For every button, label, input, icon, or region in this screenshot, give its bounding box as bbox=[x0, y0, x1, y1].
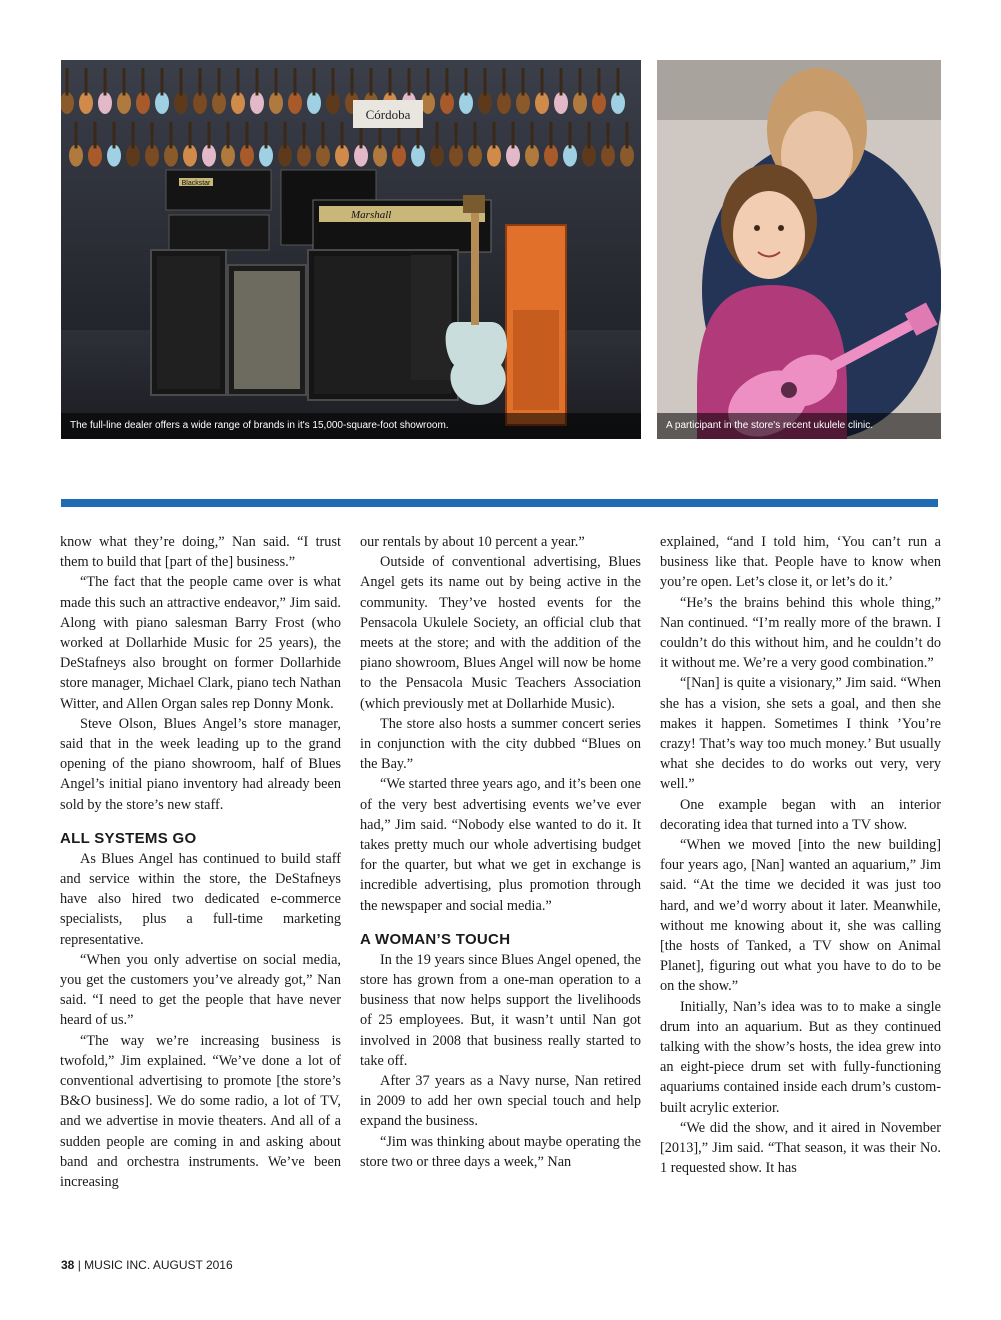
article-paragraph: “We did the show, and it aired in November [2013],” Jim said. “That season, it was their No. 1 requested show. It has bbox=[660, 1119, 941, 1177]
article-paragraph: Initially, Nan’s idea was to to make a single drum into an aquarium. But as they continued talking with the show’s hosts, the idea grew into an eight-piece drum set with fully-functioning aquariums contained inside each drum’s custom-built acrylic exterior. bbox=[660, 998, 941, 1116]
svg-text:Marshall: Marshall bbox=[351, 209, 392, 221]
article-paragraph: “When you only advertise on social media, you get the customers you’ve already got,” Nan said. “I need to get the people that have never heard of us.” bbox=[60, 951, 341, 1029]
article-paragraph: “We started three years ago, and it’s been one of the very best advertising events we’ve ever had,” Jim said. “Nobody else wanted to do it. It takes pretty much our whole advertising budget for the quarter, but what we get in exchange is incredible advertising, plus promotion through the newspaper and social media.” bbox=[360, 776, 641, 914]
showroom-photo bbox=[61, 60, 641, 439]
article-paragraph: One example began with an interior decorating idea that turned into a TV show. bbox=[660, 796, 941, 833]
cordoba-sign-text: Córdoba bbox=[365, 107, 411, 122]
article-column-3 bbox=[660, 532, 941, 1179]
article-paragraph: In the 19 years since Blues Angel opened, the store has grown from a one-man operation to a business that now helps support the livelihoods of 25 employees. But, it wasn’t until Nan got involved in 2008 that business really started to take off. bbox=[360, 951, 641, 1069]
article-paragraph: Steve Olson, Blues Angel’s store manager, said that in the week leading up to the grand opening of the piano showroom, half of Blues Angel’s initial piano inventory had already been sold by the store’s new staff. bbox=[60, 715, 341, 813]
ukulele-caption: A participant in the store's recent ukulele clinic. bbox=[657, 413, 941, 439]
footer-separator: | bbox=[74, 1258, 85, 1272]
page-number: 38 bbox=[61, 1258, 75, 1272]
article-column-1 bbox=[60, 532, 341, 1192]
article-paragraph: The store also hosts a summer concert series in conjunction with the city dubbed “Blues on the Bay.” bbox=[360, 715, 641, 773]
showroom-caption: The full-line dealer offers a wide range of brands in it's 15,000-square-foot showroom. bbox=[61, 413, 641, 439]
article-column-2 bbox=[360, 532, 641, 1172]
section-divider-rule bbox=[61, 499, 938, 507]
publication-info: MUSIC INC. AUGUST 2016 bbox=[84, 1258, 233, 1272]
ukulele-clinic-photo bbox=[657, 60, 941, 439]
article-paragraph: “When we moved [into the new building] four years ago, [Nan] wanted an aquarium,” Jim said. “At the time we decided it was just too hard, and we’d worry about it later. Meanwhile, without me knowing about it, she was calling [the hosts of Tanked, a TV show on Animal Planet], figuring out what you have to do to be on the show.” bbox=[660, 837, 941, 995]
section-heading: A WOMAN’S TOUCH bbox=[360, 930, 511, 948]
girl-face bbox=[733, 191, 805, 279]
article-paragraph: explained, “and I told him, ‘You can’t run a business like that. People have to know when you’re open. Let’s close it, or let’s do it.’ bbox=[660, 534, 941, 591]
article-paragraph: “The fact that the people came over is what made this such an attractive endeavor,” Jim said. Along with piano salesman Barry Frost (who worked at Dollarhide Music for 25 years), the DeStafneys also brought on former Dollarhide store manager, Michael Clark, piano tech Nathan Witter, and Allen Organ sales rep Donny Monk. bbox=[60, 574, 341, 712]
section-heading: ALL SYSTEMS GO bbox=[60, 829, 197, 847]
article-paragraph: As Blues Angel has continued to build staff and service within the store, the DeStafneys have also hired two dedicated e-commerce specialists, plus a full-time marketing representative. bbox=[60, 850, 341, 948]
article-paragraph: “[Nan] is quite a visionary,” Jim said. “When she has a vision, she sets a goal, and then she makes it happen. Sometimes I think ’You’re crazy! That’s way too much money.’ But usually what she decides to do works out very, very well.” bbox=[660, 675, 941, 793]
article-paragraph: our rentals by about 10 percent a year.” bbox=[360, 534, 585, 550]
amp-head-1 bbox=[166, 170, 271, 210]
article-paragraph: “The way we’re increasing business is twofold,” Jim explained. “We’ve done a lot of conventional advertising to promote [the store’s B&O business]. We do some radio, a lot of TV, and we advertise in movie theaters. And all of a sudden people are coming in and asking about band and orchestra instruments. We’ve been increasing bbox=[60, 1032, 341, 1191]
article-paragraph: “Jim was thinking about maybe operating the store two or three days a week,” Nan bbox=[360, 1133, 641, 1170]
svg-text:Blackstar: Blackstar bbox=[181, 180, 211, 187]
page-footer bbox=[61, 1258, 233, 1272]
article-paragraph: “He’s the brains behind this whole thing,” Nan continued. “I’m really more of the brawn. I couldn’t do this without him, and he couldn’t do it without me. We’re a very good combination.” bbox=[660, 594, 941, 672]
showroom-illustration bbox=[61, 60, 641, 439]
article-paragraph: Outside of conventional advertising, Blues Angel gets its name out by being active in the community. They’ve hosted events for the Pensacola Ukulele Society, an official club that meets at the store; and with the addition of the piano showroom, Blues Angel will now be home to the Pensacola Music Teachers Association (which previously met at Dollarhide Music). bbox=[360, 554, 641, 712]
article-paragraph: After 37 years as a Navy nurse, Nan retired in 2009 to add her own special touch and help expand the business. bbox=[360, 1073, 641, 1130]
article-paragraph: know what they’re doing,” Nan said. “I trust them to build that [part of the] business.” bbox=[60, 534, 341, 571]
ukulele-clinic-illustration bbox=[657, 60, 941, 439]
amp-head-2 bbox=[169, 215, 269, 250]
